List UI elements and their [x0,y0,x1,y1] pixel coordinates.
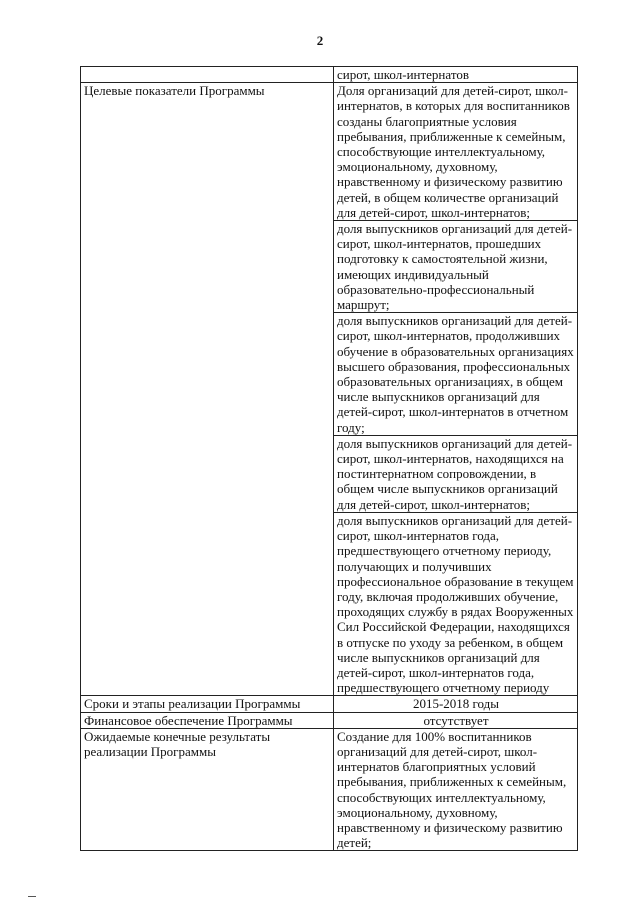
table-row-targets [81,83,578,221]
table-row-funding [81,712,578,728]
row-label-empty [81,67,334,83]
program-passport-table [80,66,578,851]
row-label-targets: Целевые показатели Программы [81,83,334,696]
target-indicator-1: Доля организаций для детей-сирот, школ-интернатов, в которых для воспитанников созданы благоприятные условия пребывания, приближенные к семейным, способствующие интеллектуальному, эмоциональному, духовному, нравственному и физическому развитию детей, в общем количестве организаций для детей-сирот, школ-интернатов; [334,83,578,221]
scan-mark [28,896,36,897]
target-indicator-2: доля выпускников организаций для детей-сирот, школ-интернатов, прошедших подготовку к самостоятельной жизни, имеющих индивидуальный образовательно-профессиональный маршрут; [334,221,578,313]
row-label-funding: Финансовое обеспечение Программы [81,712,334,728]
row-label-timing: Сроки и этапы реализации Программы [81,696,334,712]
page-number: 2 [316,33,324,48]
row-value-continuation: сирот, школ-интернатов [334,67,578,83]
row-value-results: Создание для 100% воспитанников организаций для детей-сирот, школ-интернатов благоприятных условий пребывания, приближенных к семейным, способствующих интеллектуальному, эмоциональному, духовному, нравственному и физическому развитию детей; [334,728,578,851]
row-value-timing: 2015-2018 годы [334,696,578,712]
row-label-results: Ожидаемые конечные результаты реализации Программы [81,728,334,851]
target-indicator-3: доля выпускников организаций для детей-сирот, школ-интернатов, продолживших обучение в образовательных организациях высшего образования, профессиональных образовательных организациях, в общем числе выпускников организаций для детей-сирот, школ-интернатов в отчетном году; [334,313,578,436]
target-indicator-4: доля выпускников организаций для детей-сирот, школ-интернатов, находящихся на постинтернатном сопровождении, в общем числе выпускников организаций для детей-сирот, школ-интернатов; [334,435,578,512]
table-row-continuation [81,67,578,83]
table-row-results [81,728,578,851]
row-value-funding: отсутствует [334,712,578,728]
table-row-timing [81,696,578,712]
target-indicator-5: доля выпускников организаций для детей-сирот, школ-интернатов года, предшествующего отчетному периоду, получающих и получивших профессиональное образование в текущем году, включая продолживших обучение, проходящих службу в рядах Вооруженных Сил Российской Федерации, находящихся в отпуске по уходу за ребенком, в общем числе выпускников организаций для детей-сирот, школ-интернатов года, предшествующего отчетному периоду [334,512,578,695]
